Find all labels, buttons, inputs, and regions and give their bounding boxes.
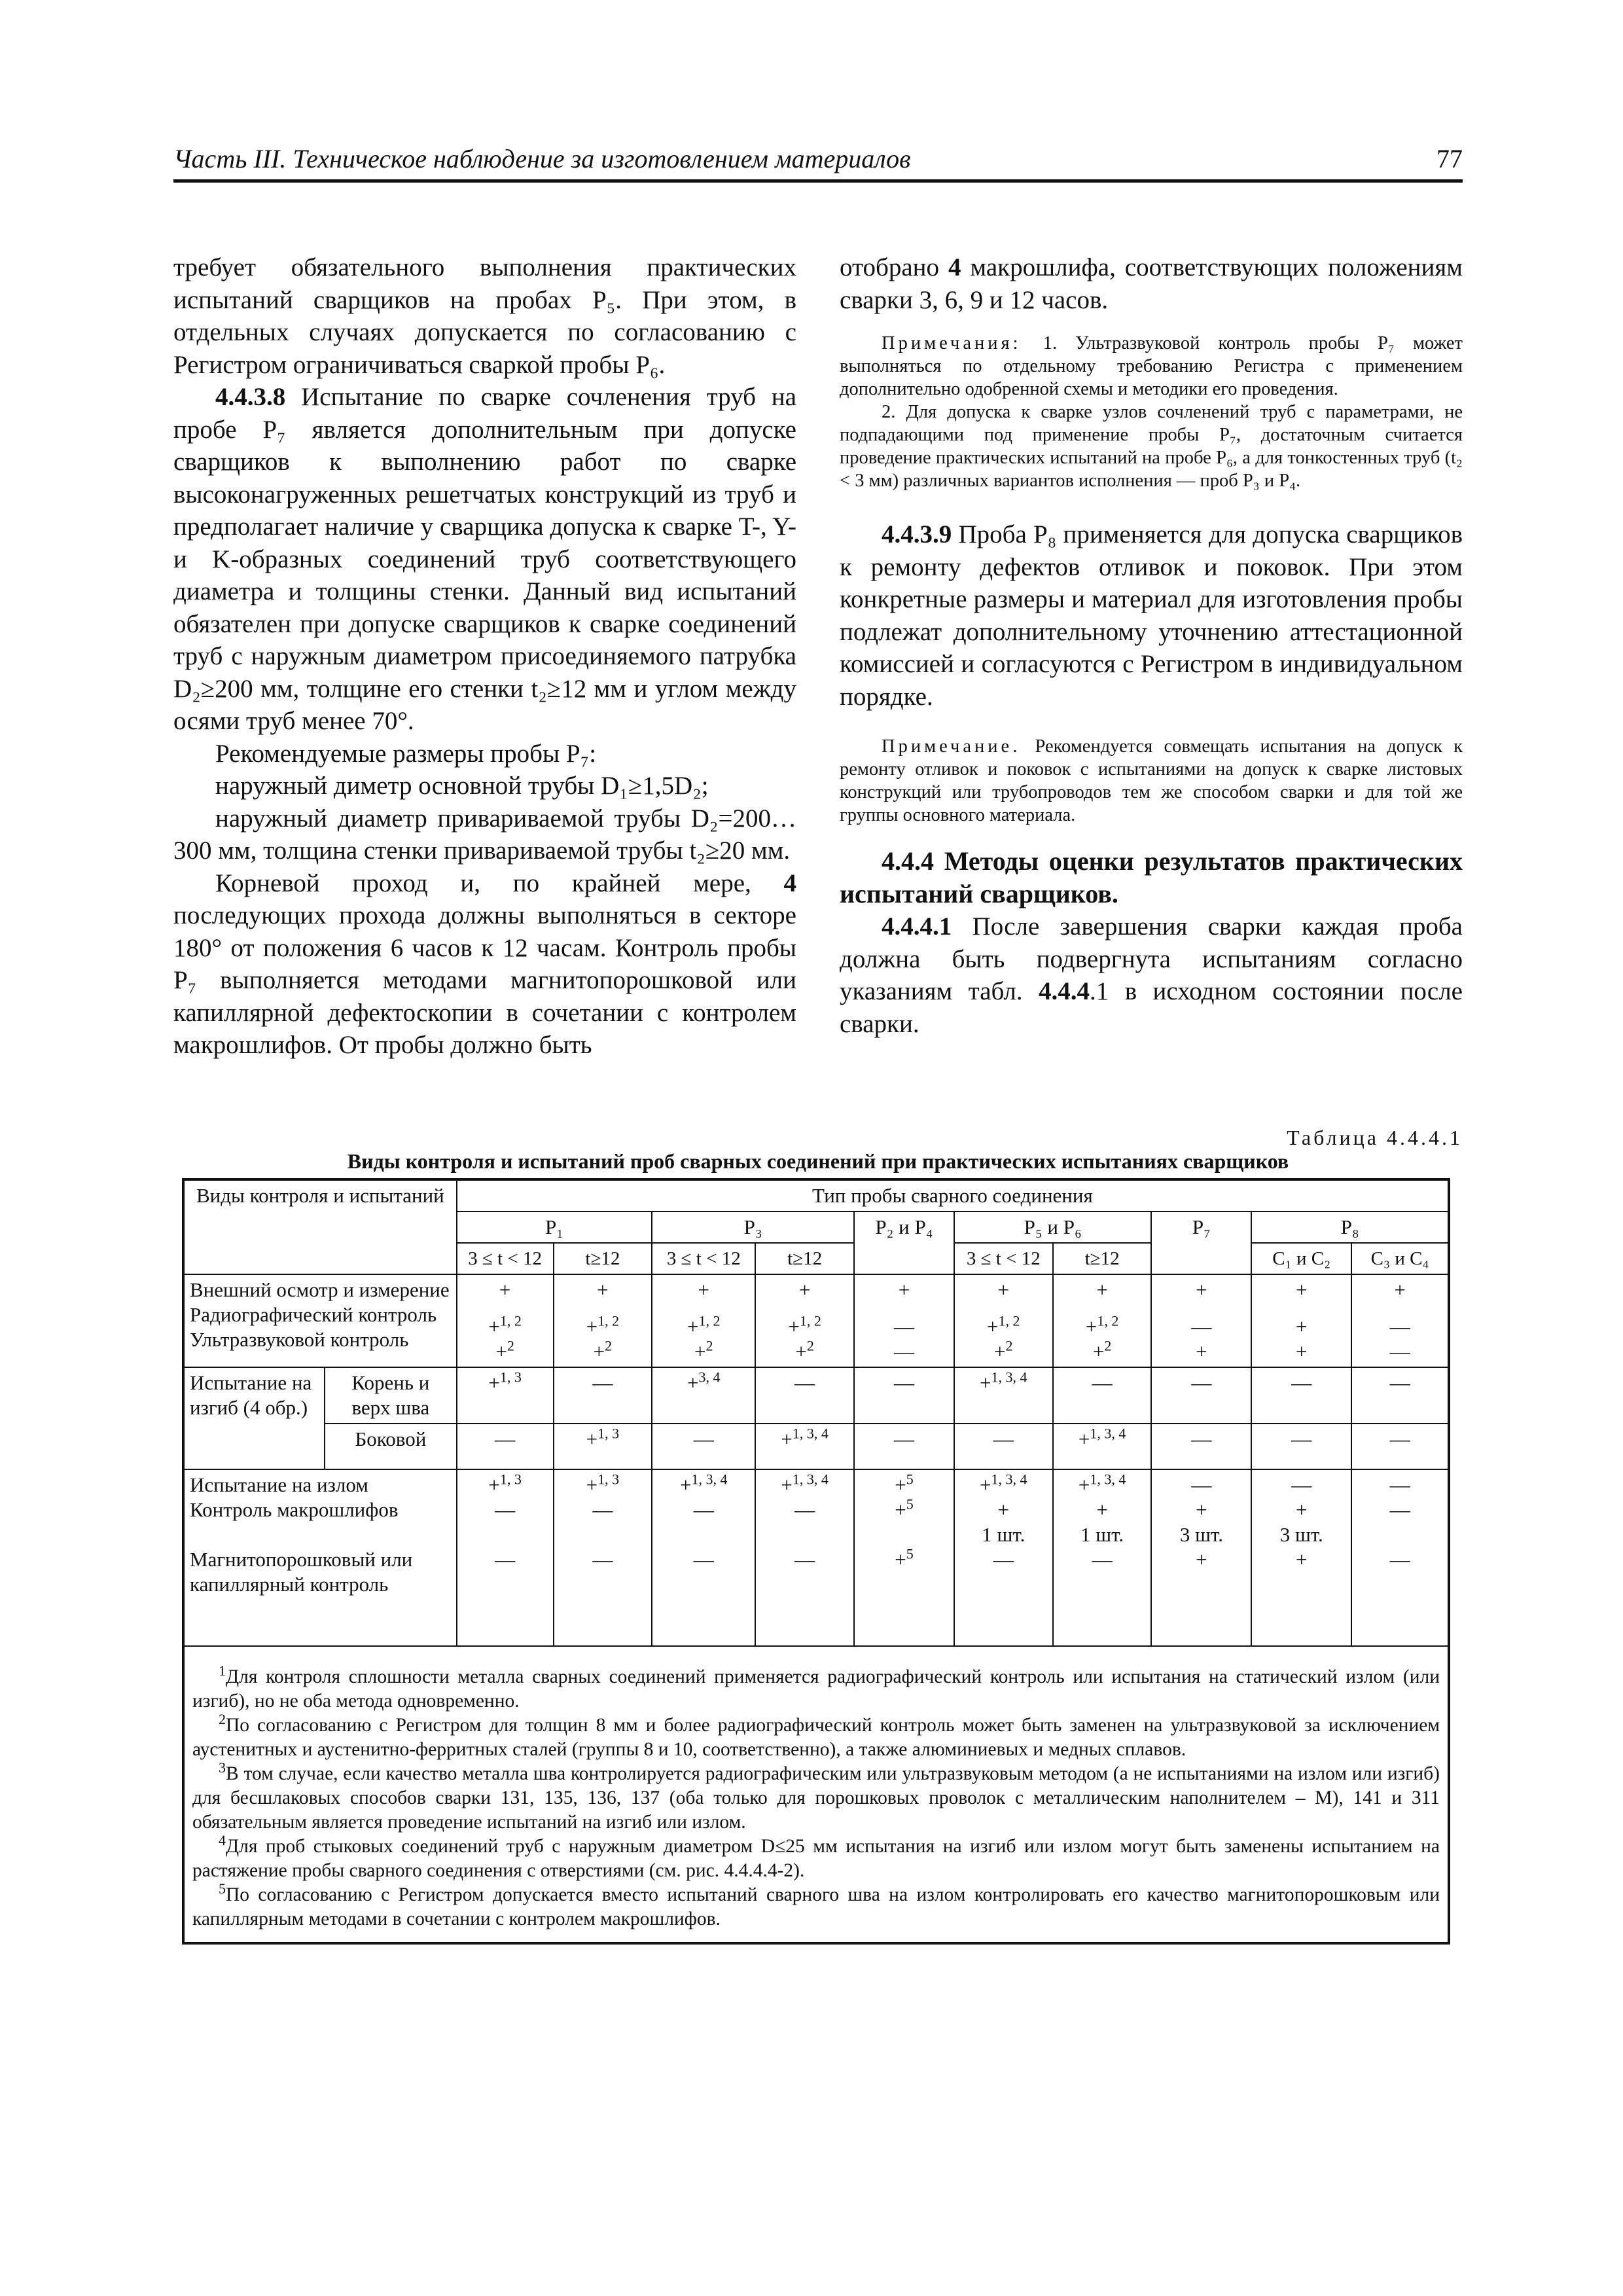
p6-part-a: Корневой проход и, по крайней мере, xyxy=(215,869,784,897)
r3-bold-ref: 4.4.4 xyxy=(1039,977,1090,1005)
footnote-5: $^5$По согласованию с Регистром допускается вместо испытаний сварного шва на излом контролировать его качество магнитопорошковым или капиллярным методами в сочетании с контролем макрошлифов. xyxy=(192,1880,1440,1929)
table-row xyxy=(183,1424,1449,1469)
cell: — xyxy=(457,1424,554,1469)
clause-4438-text: Испытание по сварке сочленения труб на пробе P₇ является дополнительным при допуске сварщиков к выполнению работ по сварке высоконагруженных решетчатых конструкций из труб и предполагает наличие у сварщика допуска к сварке T-, Y- и K-образных соединений труб соответствующего диаметра и толщины стенки. Данный вид испытаний обязателен при допуске сварщиков к сварке соединений труб с наружным диаметром присоединяемого патрубка D₂≥200 мм, толщине его стенки t₂≥12 мм и углом между осями труб менее 70°. xyxy=(173,383,796,735)
clause-number-4441: 4.4.4.1 xyxy=(882,912,952,941)
note-3-text: Рекомендуется совмещать испытания на допуск к ремонту отливок и поковок с испытаниями на допуск к сварке листовых конструкций или трубопроводов тем же способом сварки и для той же группы основного материала. xyxy=(840,736,1463,825)
table-caption: Виды контроля и испытаний проб сварных соединений при практических испытаниях сварщиков xyxy=(347,1149,1289,1173)
cell: +$^{1, 3}$ — — xyxy=(554,1469,652,1646)
left-paragraph-5: наружный диаметр привариваемой трубы D₂=200…300 мм, толщина стенки привариваемой трубы t₂≥20 мм. xyxy=(173,804,796,865)
label-bend: Испытание на изгиб (4 обр.) xyxy=(183,1367,325,1469)
left-paragraph-2 xyxy=(173,381,796,738)
table-row xyxy=(183,1274,1449,1367)
cell: +$^{1, 3, 4}$ xyxy=(1053,1424,1152,1469)
sub-p1-thin: 3 ≤ t < 12 xyxy=(457,1243,554,1274)
running-title: Часть III. Техническое наблюдение за изготовлением материалов xyxy=(173,144,911,173)
footnote-2: $^2$По согласованию с Регистром для толщин 8 мм и более радиографический контроль может быть заменен на ультразвуковой за исключением аустенитных и аустенитно-ферритных сталей (группы 8 и 10, соответственно), а также алюминиевых и медных сплавов. xyxy=(192,1711,1440,1760)
cell: +$^{3, 4}$ xyxy=(652,1367,755,1424)
section-heading-444: 4.4.4 Методы оценки результатов практических испытаний сварщиков. xyxy=(840,846,1463,908)
cell: +$^5$ +$^5$ +$^5$ xyxy=(854,1469,954,1646)
left-paragraph-6 xyxy=(173,867,796,1062)
cell: +$^{1, 3}$ — — xyxy=(457,1469,554,1646)
group-p1: P₁ xyxy=(457,1211,652,1243)
cell: — — — xyxy=(1351,1469,1449,1646)
cell: — + 3 шт. + xyxy=(1251,1469,1351,1646)
label-radiographic: Радиографический контроль xyxy=(190,1303,437,1326)
note-1: 1. Ультразвуковой контроль пробы P₇ может выполняться по отдельному требованию Регистра с применением дополнительно одобренной схемы и методики его проведения. xyxy=(840,333,1463,399)
cell: +$^{1, 3, 4}$ + 1 шт. — xyxy=(954,1469,1053,1646)
cell: — xyxy=(1251,1367,1351,1424)
cell: — xyxy=(755,1367,854,1424)
cell: + — + xyxy=(1151,1274,1251,1367)
sub-p8-c3c4: C₃ и C₄ xyxy=(1351,1243,1449,1274)
cell: — xyxy=(854,1424,954,1469)
cell: + +$^{1, 2}$ +$^2$ xyxy=(554,1274,652,1367)
cell: +$^{1, 3, 4}$ — — xyxy=(755,1469,854,1646)
cell: +$^{1, 3, 4}$ xyxy=(954,1367,1053,1424)
group-p2-p4: P₂ и P₄ xyxy=(854,1211,954,1274)
cell: + +$^{1, 2}$ +$^2$ xyxy=(954,1274,1053,1367)
group-p8: P₈ xyxy=(1251,1211,1449,1243)
control-types-table xyxy=(182,1178,1450,1945)
label-fracture: Испытание на излом xyxy=(190,1473,368,1496)
cell: — xyxy=(1151,1367,1251,1424)
sub-p3-thick: t≥12 xyxy=(755,1243,854,1274)
table-row xyxy=(183,1367,1449,1424)
right-column xyxy=(840,251,1463,1040)
table-number: Таблица 4.4.4.1 xyxy=(1287,1126,1463,1149)
footnote-1: $^1$Для контроля сплошности металла сварных соединений применяется радиографический контроль или испытания на статический излом (или изгиб), но не оба метода одновременно. xyxy=(192,1662,1440,1712)
cell: + +$^{1, 2}$ +$^2$ xyxy=(652,1274,755,1367)
right-paragraph-2 xyxy=(840,518,1463,713)
cell: +$^{1, 3}$ xyxy=(457,1367,554,1424)
cell: — + 3 шт. + xyxy=(1151,1469,1251,1646)
cell: +$^{1, 3, 4}$ — — xyxy=(652,1469,755,1646)
page-number: 77 xyxy=(1436,144,1463,173)
cell: + +$^{1, 2}$ +$^2$ xyxy=(755,1274,854,1367)
table-footnotes xyxy=(183,1646,1449,1943)
footnote-3: $^3$В том случае, если качество металла шва контролируется радиографическим или ультразвуковым методом (а не испытаниями на излом или изгиб) для бесшлаковых способов сварки 131, 135, 136, 137 (оба только для порошковых проволок с металлическим наполнителем – M), 141 и 311 обязательным является проведение испытаний на изгиб или излом. xyxy=(192,1759,1440,1833)
cell: + + + xyxy=(1251,1274,1351,1367)
clause-number-4438: 4.4.3.8 xyxy=(215,383,286,411)
cell: +$^{1, 3, 4}$ + 1 шт. — xyxy=(1053,1469,1152,1646)
cell: — xyxy=(1251,1424,1351,1469)
note-3-label: Примечание. xyxy=(882,736,1035,757)
group-p5-p6: P₅ и P₆ xyxy=(954,1211,1152,1243)
clause-4439-text: Проба P₈ применяется для допуска сварщиков к ремонту дефектов отливок и поковок. При этом конкретные размеры и материал для изготовления пробы подлежат дополнительному уточнению аттестационной комиссией и согласуются с Регистром в индивидуальном порядке. xyxy=(840,520,1463,711)
right-paragraph-3 xyxy=(840,910,1463,1040)
cell: — xyxy=(1053,1367,1152,1424)
left-paragraph-1: требует обязательного выполнения практических испытаний сварщиков на пробах P₅. При этом, в отдельных случаях допускается по согласованию с Регистром ограничиваться сваркой пробы P₆. xyxy=(173,253,796,379)
r1-part-a: отобрано xyxy=(840,253,948,281)
cell: — xyxy=(1151,1424,1251,1469)
row-labels-block1 xyxy=(183,1274,457,1367)
label-side: Боковой xyxy=(325,1424,457,1469)
clause-number-4439: 4.4.3.9 xyxy=(882,520,952,548)
header-types: Виды контроля и испытаний xyxy=(183,1179,457,1274)
group-p3: P₃ xyxy=(652,1211,854,1243)
left-column xyxy=(173,251,796,1062)
cell: — xyxy=(854,1367,954,1424)
sub-p56-thin: 3 ≤ t < 12 xyxy=(954,1243,1053,1274)
cell: — xyxy=(1351,1367,1449,1424)
note-2: 2. Для допуска к сварке узлов сочленений труб с параметрами, не подпадающими под применение пробы P₇, достаточным считается проведение практических испытаний на пробе P₆, а для тонкостенных труб (t₂ < 3 мм) различных вариантов исполнения — проб P₃ и P₄. xyxy=(840,402,1463,491)
cell: — xyxy=(1351,1424,1449,1469)
label-ultrasonic: Ультразвуковой контроль xyxy=(190,1328,409,1351)
label-macro: Контроль макрошлифов xyxy=(190,1498,399,1521)
label-root-cap: Корень и верх шва xyxy=(325,1367,457,1424)
left-paragraph-3: Рекомендуемые размеры пробы P₇: xyxy=(215,739,597,768)
cell: — xyxy=(554,1367,652,1424)
header-sample-type: Тип пробы сварного соединения xyxy=(457,1179,1449,1211)
r3-part-a: После завершения сварки каждая проба должна быть подвергнута испытаниям согласно указаниям табл. xyxy=(840,912,1463,1005)
cell: — xyxy=(954,1424,1053,1469)
cell: +$^{1, 3, 4}$ xyxy=(755,1424,854,1469)
footnote-4: $^4$Для проб стыковых соединений труб с наружным диаметром D≤25 мм испытания на изгиб или излом могут быть заменены испытанием на растяжение пробы сварного соединения с отверстиями (см. рис. 4.4.4.4-2). xyxy=(192,1832,1440,1881)
cell: — xyxy=(652,1424,755,1469)
table-row xyxy=(183,1469,1449,1646)
cell: + +$^{1, 2}$ +$^2$ xyxy=(457,1274,554,1367)
cell: + — — xyxy=(1351,1274,1449,1367)
notes-label: Примечания: xyxy=(882,333,1043,353)
sub-p3-thin: 3 ≤ t < 12 xyxy=(652,1243,755,1274)
label-magnetic: Магнитопорошковый или капиллярный контроль xyxy=(190,1548,413,1596)
cell: +$^{1, 3}$ xyxy=(554,1424,652,1469)
sub-p56-thick: t≥12 xyxy=(1053,1243,1152,1274)
cell: + +$^{1, 2}$ +$^2$ xyxy=(1053,1274,1152,1367)
sub-p8-c1c2: C₁ и C₂ xyxy=(1251,1243,1351,1274)
left-paragraph-4: наружный диметр основной трубы D₁≥1,5D₂; xyxy=(215,772,709,800)
sub-p1-thick: t≥12 xyxy=(554,1243,652,1274)
group-p7: P₇ xyxy=(1151,1211,1251,1274)
running-header xyxy=(173,131,1463,183)
p6-bold-number: 4 xyxy=(783,869,796,897)
row-labels-block3 xyxy=(183,1469,457,1646)
r3-part-c: .1 в исходном состоянии после сварки. xyxy=(840,977,1463,1038)
r1-bold-number: 4 xyxy=(948,253,961,281)
r1-part-c: макрошлифа, соответствующих положениям сварки 3, 6, 9 и 12 часов. xyxy=(840,253,1463,314)
right-paragraph-1 xyxy=(840,251,1463,316)
note-3 xyxy=(840,735,1463,827)
notes-block-1 xyxy=(840,332,1463,401)
table-row xyxy=(183,1646,1449,1943)
label-visual: Внешний осмотр и измерение xyxy=(190,1278,450,1301)
p6-part-c: последующих прохода должны выполняться в секторе 180° от положения 6 часов к 12 часам. Контроль пробы P₇ выполняется методами магнитопорошковой или капиллярной дефектоскопии в сочетании с контролем макрошлифов. От пробы должно быть xyxy=(173,901,796,1059)
cell: + — — xyxy=(854,1274,954,1367)
